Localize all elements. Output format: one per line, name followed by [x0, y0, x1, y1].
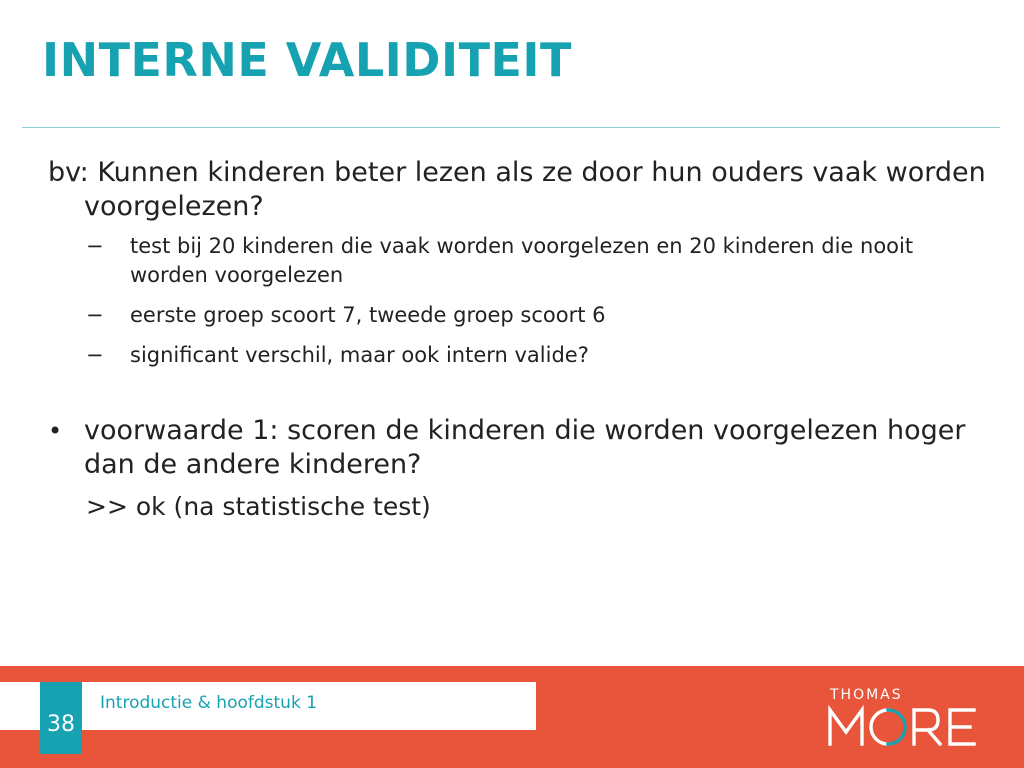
- sub-item-text: significant verschil, maar ook intern valide?: [130, 343, 589, 367]
- dash-marker: −: [86, 343, 104, 367]
- slide-content: [48, 156, 988, 524]
- sub-item-test: [48, 232, 988, 290]
- logo-thomas-text: THOMAS: [830, 687, 903, 703]
- followup-line: >> ok (na statistische test): [86, 492, 431, 521]
- dash-marker: −: [86, 234, 104, 258]
- slide-title: INTERNE VALIDITEIT: [42, 33, 572, 87]
- page-number: 38: [47, 712, 75, 737]
- thomas-more-logo: [826, 704, 978, 748]
- title-divider: [22, 127, 1000, 128]
- dash-marker: −: [86, 303, 104, 327]
- sub-item-significance: [48, 341, 988, 370]
- intro-question: bv: Kunnen kinderen beter lezen als ze door hun ouders vaak worden voorgelezen?: [48, 157, 986, 222]
- sub-item-scores: [48, 301, 988, 330]
- bullet-condition: [48, 414, 988, 482]
- sub-item-text: test bij 20 kinderen die vaak worden voorgelezen en 20 kinderen die nooit worden voorgelezen: [130, 234, 914, 287]
- footer-label: Introductie & hoofdstuk 1: [100, 693, 318, 713]
- sub-item-text: eerste groep scoort 7, tweede groep scoort 6: [130, 303, 606, 327]
- bullet-marker: •: [48, 417, 63, 445]
- sub-list: [48, 232, 988, 370]
- bullet-text: voorwaarde 1: scoren de kinderen die worden voorgelezen hoger dan de andere kinderen?: [84, 415, 966, 480]
